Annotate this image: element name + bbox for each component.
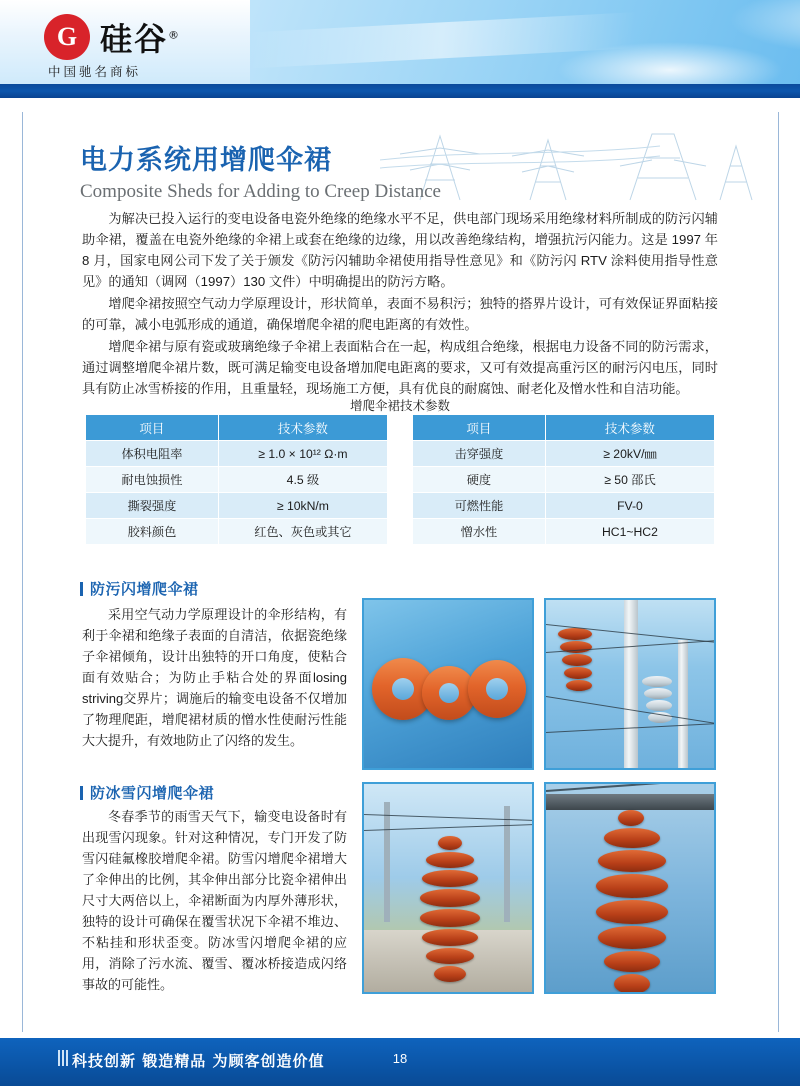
spec-table-right (412, 414, 715, 545)
crossarm-beam (546, 794, 716, 810)
table-cell-value: ≥ 1.0 × 10¹² Ω·m (218, 441, 387, 467)
support-pole (624, 600, 638, 770)
right-margin-rule (778, 112, 779, 1032)
table-cell-label: 撕裂强度 (86, 493, 219, 519)
section-text-antisnow: 冬春季节的雨雪天气下，输变电设备时有出现雪闪现象。针对这种情况，专门开发了防雪闪硅氟橡胶增爬伞裙。防雪闪增爬伞裙增大了伞伸出的比例，其伞伸出部分比瓷伞裙伸出尺寸大两倍以上，伞裙断面为内厚外薄形状，独特的设计可确保在覆雪状况下伞裙不堆边、不粘挂和形状歪变。防冰雪闪增爬伞裙的应用，消除了污水流、覆雪、覆冰桥接造成闪络事故的可能性。 (82, 809, 347, 992)
insulator-disc-gray (642, 676, 672, 687)
insulator-top-cap (438, 836, 462, 850)
table-cell-value: HC1~HC2 (545, 519, 714, 545)
brand-subtitle: 中国驰名商标 (48, 65, 142, 79)
spec-table-left (85, 414, 388, 545)
intro-paragraph-1: 为解决已投入运行的变电设备电瓷外绝缘的绝缘水平不足，供电部门现场采用绝缘材料所制成的防污闪辅助伞裙，覆盖在电瓷外绝缘的伞裙上或套在绝缘的边缘，用以改善绝缘结构，增强抗污闪能力。这是 1997 年 8 月，国家电网公司下发了关于颁发《防污闪辅助伞裙使用指导性意见》和《防污闪 RTV 涂料使用指导性意见》的通知（调网（1997）130 文件）中明确提出的防污方略。 (82, 211, 718, 289)
page-number: 18 (392, 1051, 408, 1066)
title-block (80, 138, 740, 200)
table-header-row (86, 415, 388, 441)
table-row (86, 441, 388, 467)
table-row (413, 493, 715, 519)
shed-hole (486, 678, 508, 700)
table-cell-value: ≥ 20kV/㎜ (545, 441, 714, 467)
page-header (0, 0, 800, 84)
intro-paragraph-2: 增爬伞裙按照空气动力学原理设计，形状简单，表面不易积污；独特的搭界片设计，可有效保证界面粘接的可靠，减小电弧形成的通道，确保增爬伞裙的爬电距离的有效性。 (82, 296, 718, 332)
table-cell-label: 硬度 (413, 467, 546, 493)
insulator-disc (562, 654, 592, 666)
shed-hole (392, 678, 414, 700)
table-header-row (413, 415, 715, 441)
insulator-disc-gray (644, 688, 672, 699)
table-cell-label: 憎水性 (413, 519, 546, 545)
insulator-shed (604, 828, 660, 848)
table-cell-value: FV-0 (545, 493, 714, 519)
photo-substation-insulators (544, 598, 716, 770)
photo-insulator-field (362, 782, 534, 994)
table-cell-value: ≥ 50 邵氏 (545, 467, 714, 493)
power-line (546, 782, 716, 792)
insulator-shed (596, 900, 668, 924)
photo-sheds-closeup (362, 598, 534, 770)
header-divider-bar (0, 84, 800, 98)
spec-tables (85, 414, 715, 545)
header-sky-graphic (250, 0, 800, 84)
brand-logo (44, 14, 181, 60)
insulator-shed (596, 874, 668, 898)
insulator-shed (598, 926, 666, 949)
table-cell-label: 击穿强度 (413, 441, 546, 467)
table-cell-value: 4.5 级 (218, 467, 387, 493)
intro-paragraph-3: 增爬伞裙与原有瓷或玻璃绝缘子伞裙上表面粘合在一起，构成组合绝缘，根据电力设备不同的防污需求，通过调整增爬伞裙片数，既可满足输变电设备增加爬电距离的要求，又可有效提高重污区的耐污闪电压，同时具有防止冰雪桥接的作用，且重量轻，现场施工方便，具有优良的耐腐蚀、耐老化及憎水性和自洁功能。 (82, 339, 718, 396)
insulator-disc (564, 667, 592, 679)
section-text-antipollution: 采用空气动力学原理设计的伞形结构，有利于伞裙和绝缘子表面的自清洁，依据瓷绝缘子伞裙倾角，设计出独特的开口角度，使粘合面有效贴合；为防止手粘合处的界面losing striving交界片；调施后的输变电设备不仅增加了物理爬距，增爬裙材质的憎水性使耐污性能大大提升，有效地防止了闪络的发生。 (82, 607, 347, 748)
table-cell-label: 耐电蚀损性 (86, 467, 219, 493)
logo-icon (44, 14, 90, 60)
table-header-cell: 技术参数 (218, 415, 387, 441)
insulator-disc (558, 628, 592, 640)
insulator-shed (420, 889, 480, 907)
support-pole-secondary (678, 640, 688, 770)
logo-glyph: G (56, 22, 78, 51)
table-header-cell: 技术参数 (545, 415, 714, 441)
table-cell-label: 可燃性能 (413, 493, 546, 519)
shed-hole (439, 683, 459, 703)
brand-name: 硅谷® (100, 20, 182, 58)
table-row (413, 467, 715, 493)
footer-slogan: 科技创新 锻造精品 为顾客创造价值 (72, 1052, 325, 1070)
page-title-cn: 电力系统用增爬伞裙 (80, 145, 332, 176)
insulator-shed (422, 870, 478, 887)
section-title-antisnow: 防冰雪闪增爬伞裙 (90, 784, 215, 802)
table-header-cell: 项目 (413, 415, 546, 441)
section-title-antipollution: 防污闪增爬伞裙 (90, 580, 199, 598)
insulator-disc (566, 680, 592, 691)
table-row (86, 493, 388, 519)
table-cell-value: 红色、灰色或其它 (218, 519, 387, 545)
background-pole (504, 806, 510, 922)
table-row (413, 519, 715, 545)
intro-text (82, 208, 718, 400)
table-cell-label: 胶料颜色 (86, 519, 219, 545)
background-pole (384, 802, 390, 922)
table-header-cell: 项目 (86, 415, 219, 441)
insulator-shed (604, 951, 660, 972)
insulator-base (434, 966, 466, 982)
table-caption: 增爬伞裙技术参数 (349, 399, 450, 413)
table-row (413, 441, 715, 467)
insulator-shed (426, 948, 474, 964)
registered-mark: ® (168, 28, 182, 42)
insulator-base (614, 974, 650, 994)
table-cell-label: 体积电阻率 (86, 441, 219, 467)
insulator-shed (598, 850, 666, 872)
page-title-en: Composite Sheds for Adding to Creep Distance (80, 181, 441, 202)
table-row (86, 519, 388, 545)
insulator-top-cap (618, 810, 644, 826)
insulator-shed (420, 909, 480, 927)
table-row (86, 467, 388, 493)
insulator-shed (422, 929, 478, 946)
left-margin-rule (22, 112, 23, 1032)
shed-ring-3 (468, 660, 526, 718)
insulator-disc-gray (646, 700, 672, 711)
photo-insulator-closeup (544, 782, 716, 994)
insulator-shed (426, 852, 474, 868)
table-cell-value: ≥ 10kN/m (218, 493, 387, 519)
